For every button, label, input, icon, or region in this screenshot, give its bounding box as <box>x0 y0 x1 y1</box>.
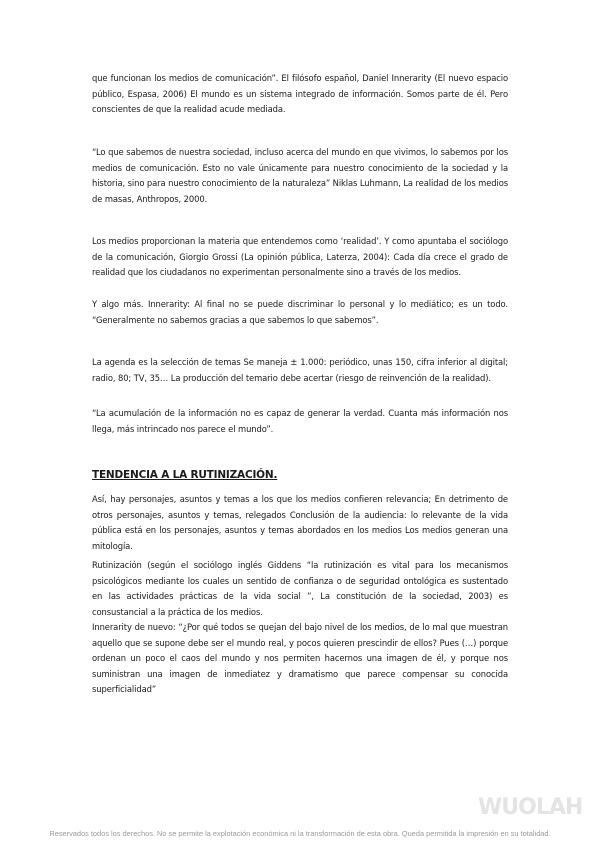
footer-copyright: Reservados todos los derechos. No se permite la explotación económica ni la transformación de esta obra. Queda permitida la impresión en su totalidad. <box>49 829 551 838</box>
section-heading: TENDENCIA A LA RUTINIZACIÓN. <box>92 469 278 481</box>
wuolah-watermark-logo: WUOLAH <box>478 795 583 820</box>
paragraph-relevancia: Así, hay personajes, asuntos y temas a los que los medios confieren relevancia; En detrimento de otros personajes, asuntos y temas, relegados Conclusión de la audiencia: lo relevante de la vida pública está en los personajes, asuntos y temas abordados en los medios Los medios generan una mitología. <box>92 494 508 551</box>
paragraph-acumulacion: “La acumulación de la información no es capaz de generar la verdad. Cuanta más información nos llega, más intrincado nos parece el mundo”. <box>92 408 508 434</box>
paragraph-innerarity-intro: que funcionan los medios de comunicación”. El filósofo español, Daniel Innerarity (El nuevo espacio público, Espasa, 2006) El mundo es un sistema integrado de información. Somos parte de él. Pero conscientes de que la realidad acude mediada. <box>92 73 508 114</box>
paragraph-luhmann-quote: “Lo que sabemos de nuestra sociedad, incluso acerca del mundo en que vivimos, lo sabemos por los medios de comunicación. Esto no vale únicamente para nuestro conocimiento de la sociedad y la historia, sino para nuestro conocimiento de la naturaleza” Niklas Luhmann, La realidad de los medios de masas, Anthropos, 2000. <box>92 147 508 204</box>
paragraph-innerarity-todo: Y algo más. Innerarity: Al final no se puede discriminar lo personal y lo mediático; es un todo. “Generalmente no sabemos gracias a que sabemos lo que sabemos”. <box>92 299 508 325</box>
paragraph-agenda: La agenda es la selección de temas Se maneja ± 1.000: periódico, unas 150, cifra inferior al digital; radio, 80; TV, 35… La producción del temario debe acertar (riesgo de reinvención de la realidad). <box>92 357 508 383</box>
paragraph-innerarity-nuevo: Innerarity de nuevo: “¿Por qué todos se quejan del bajo nivel de los medios, de lo mal que muestran aquello que se supone debe ser el mundo real, y pocos quieren prescindir de ellos? Pues (…) porque ordenan un poco el caos del mundo y nos permiten hacernos una imagen de él, y porque nos suministran una imagen de inmediatez y dramatismo que parece compensar su conocida superficialidad” <box>92 622 508 694</box>
paragraph-rutinizacion: Rutinización (según el sociólogo inglés Giddens “la rutinización es vital para los mecanismos psicológicos mediante los cuales un sentido de confianza o de seguridad ontológica es sustentado en las actividades prácticas de la vida social ”, La constitución de la sociedad, 2003) es consustancial a la práctica de los medios. <box>92 560 508 617</box>
paragraph-grossi: Los medios proporcionan la materia que entendemos como ‘realidad’. Y como apuntaba el sociólogo de la comunicación, Giorgio Grossi (La opinión pública, Laterza, 2004): Cada día crece el grado de realidad que los ciudadanos no experimentan personalmente sino a través de los medios. <box>92 236 508 277</box>
